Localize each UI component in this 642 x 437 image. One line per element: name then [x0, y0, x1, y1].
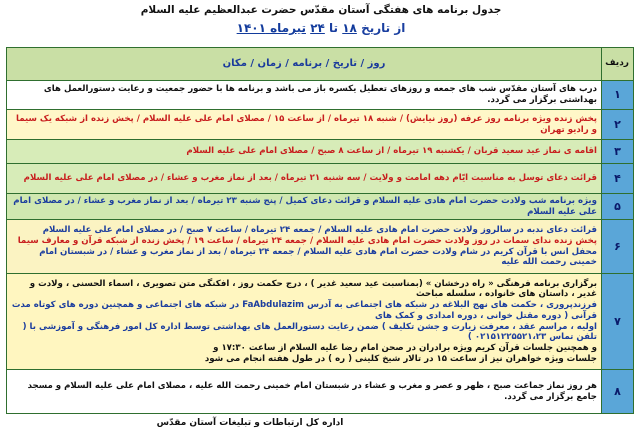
row-content	[7, 274, 602, 370]
row-line: اولیه ، مراسم عقد ، معرفت زیارت و جشن تکلیف ) ضمن رعایت دستورالعمل های بهداشتی توسط اداره کل امور فرهنگی و آموزشی با ( تلفن تماس ۰۲۱۵۱۲۲۵۵۲۱،۲۳ )	[22, 321, 597, 343]
row-content	[7, 110, 602, 140]
footer-signature: اداره کل ارتباطات و تبلیغات آستان مقدّس	[156, 418, 344, 428]
table-row	[7, 81, 634, 110]
row-content	[7, 220, 602, 274]
date-range	[0, 21, 642, 35]
row-number: ۱	[602, 81, 634, 110]
table-row	[7, 164, 634, 194]
row-content	[7, 164, 602, 194]
row-content	[7, 194, 602, 220]
page-title: جدول برنامه های هفتگی آستان مقدّس حضرت عبدالعظیم علیه السلام	[140, 4, 502, 16]
date-month-year: تیرماه ۱۴۰۱	[236, 21, 306, 35]
row-number: ۷	[602, 274, 634, 370]
date-prefix: از تاریخ	[361, 21, 406, 35]
table-header-row	[7, 48, 634, 81]
table-row	[7, 274, 634, 370]
date-sep: تا	[329, 21, 339, 35]
table-row	[7, 110, 634, 140]
row-line: محفل انس با قرآن کریم در شام ولادت حضرت امام هادی علیه السلام / جمعه ۲۴ تیرماه / بعد از نماز مغرب و عشاء / در شبستان امام خمینی رحمت الله علیه	[39, 246, 597, 268]
row-line: درب های آستان مقدّس شب های جمعه و روزهای تعطیل یکسره باز می باشد و برنامه ها با حضور جمعیت و رعایت دستورالعمل های بهداشتی برگزار می گردد.	[43, 84, 597, 105]
schedule-table	[6, 47, 634, 414]
table-row	[7, 140, 634, 164]
row-content	[7, 140, 602, 164]
row-number: ۵	[602, 194, 634, 220]
row-line: ویژه برنامه شب ولادت حضرت امام هادی علیه السلام و قرائت دعای کمیل / پنج شنبه ۲۳ تیرماه / بعد از نماز مغرب و عشاء / در مصلای امام علی علیه السلام	[13, 195, 597, 217]
row-line: قرائت دعای توسل به مناسبت ایّام دهه امامت و ولایت / سه شنبه ۲۱ تیرماه / بعد از نماز مغرب و عشاء / در مصلای امام علی علیه السلام	[23, 173, 597, 184]
table-row	[7, 194, 634, 220]
row-number: ۲	[602, 110, 634, 140]
row-content	[7, 370, 602, 414]
row-line: فرزندپروری ، حکمت های نهج البلاغه در شبکه های اجتماعی به آدرس FaAbdulazim در شبکه های اجتماعی و همچنین دوره های کوتاه مدت قرآنی ( دوره مقتل خوانی ، دوره امدادی و کمک های	[11, 300, 597, 321]
column-header-main: روز / تاریخ / برنامه / زمان / مکان	[7, 48, 602, 81]
row-line: جلسات ویژه خواهران نیز از ساعت ۱۵ در تالار شیخ کلینی ( ره ) در طول هفته انجام می شود	[204, 353, 597, 364]
row-line: و همچنین جلسات قرآن کریم ویژه برادران در صحن امام رضا علیه السلام از ساعت ۱۷:۳۰ و	[213, 342, 597, 353]
row-line: هر روز نماز جماعت صبح ، ظهر و عصر و مغرب و عشاء در شبستان امام خمینی رحمت الله علیه ، مصلای امام علی علیه السلام و مسجد جامع برگزار می گردد.	[27, 380, 597, 402]
row-line: برگزاری برنامه فرهنگی « راه درخشان » (بمناسبت عید سعید غدیر ) ، درج حکمت روز ، افکنگی متن تصویری ، اسماء الحسنی ، ولادت و غدیر ، داستان های خانواده ، سلسله مباحث	[29, 278, 597, 300]
row-content	[7, 81, 602, 110]
row-line: اقامه ی نماز عید سعید قربان / یکشنبه ۱۹ تیرماه / از ساعت ۸ صبح / مصلای امام علی علیه السلام	[186, 146, 597, 157]
row-number: ۴	[602, 164, 634, 194]
date-from: ۱۸	[342, 21, 357, 35]
date-to: ۲۴	[310, 21, 325, 35]
row-number: ۸	[602, 370, 634, 414]
row-line: قرائت دعای ندبه در سالروز ولادت حضرت امام هادی علیه السلام / جمعه ۲۴ تیرماه / ساعت ۷ صبح / در مصلای امام علی علیه السلام	[42, 225, 597, 236]
row-number: ۳	[602, 140, 634, 164]
row-line: پخش زنده ندای سمات در روز ولادت حضرت امام هادی علیه السلام / جمعه ۲۴ تیرماه / ساعت ۱۹ / پخش زنده از شبکه قرآن و معارف سیما	[17, 235, 597, 246]
row-number: ۶	[602, 220, 634, 274]
column-header-row-number: ردیف	[602, 48, 634, 81]
table-row	[7, 370, 634, 414]
table-row	[7, 220, 634, 274]
row-line: پخش زنده ویژه برنامه روز عرفه (روز نیایش) / شنبه ۱۸ تیرماه / از ساعت ۱۵ / مصلای امام علی علیه السلام / پخش زنده از شبکه یک سیما و رادیو تهران	[15, 113, 597, 135]
